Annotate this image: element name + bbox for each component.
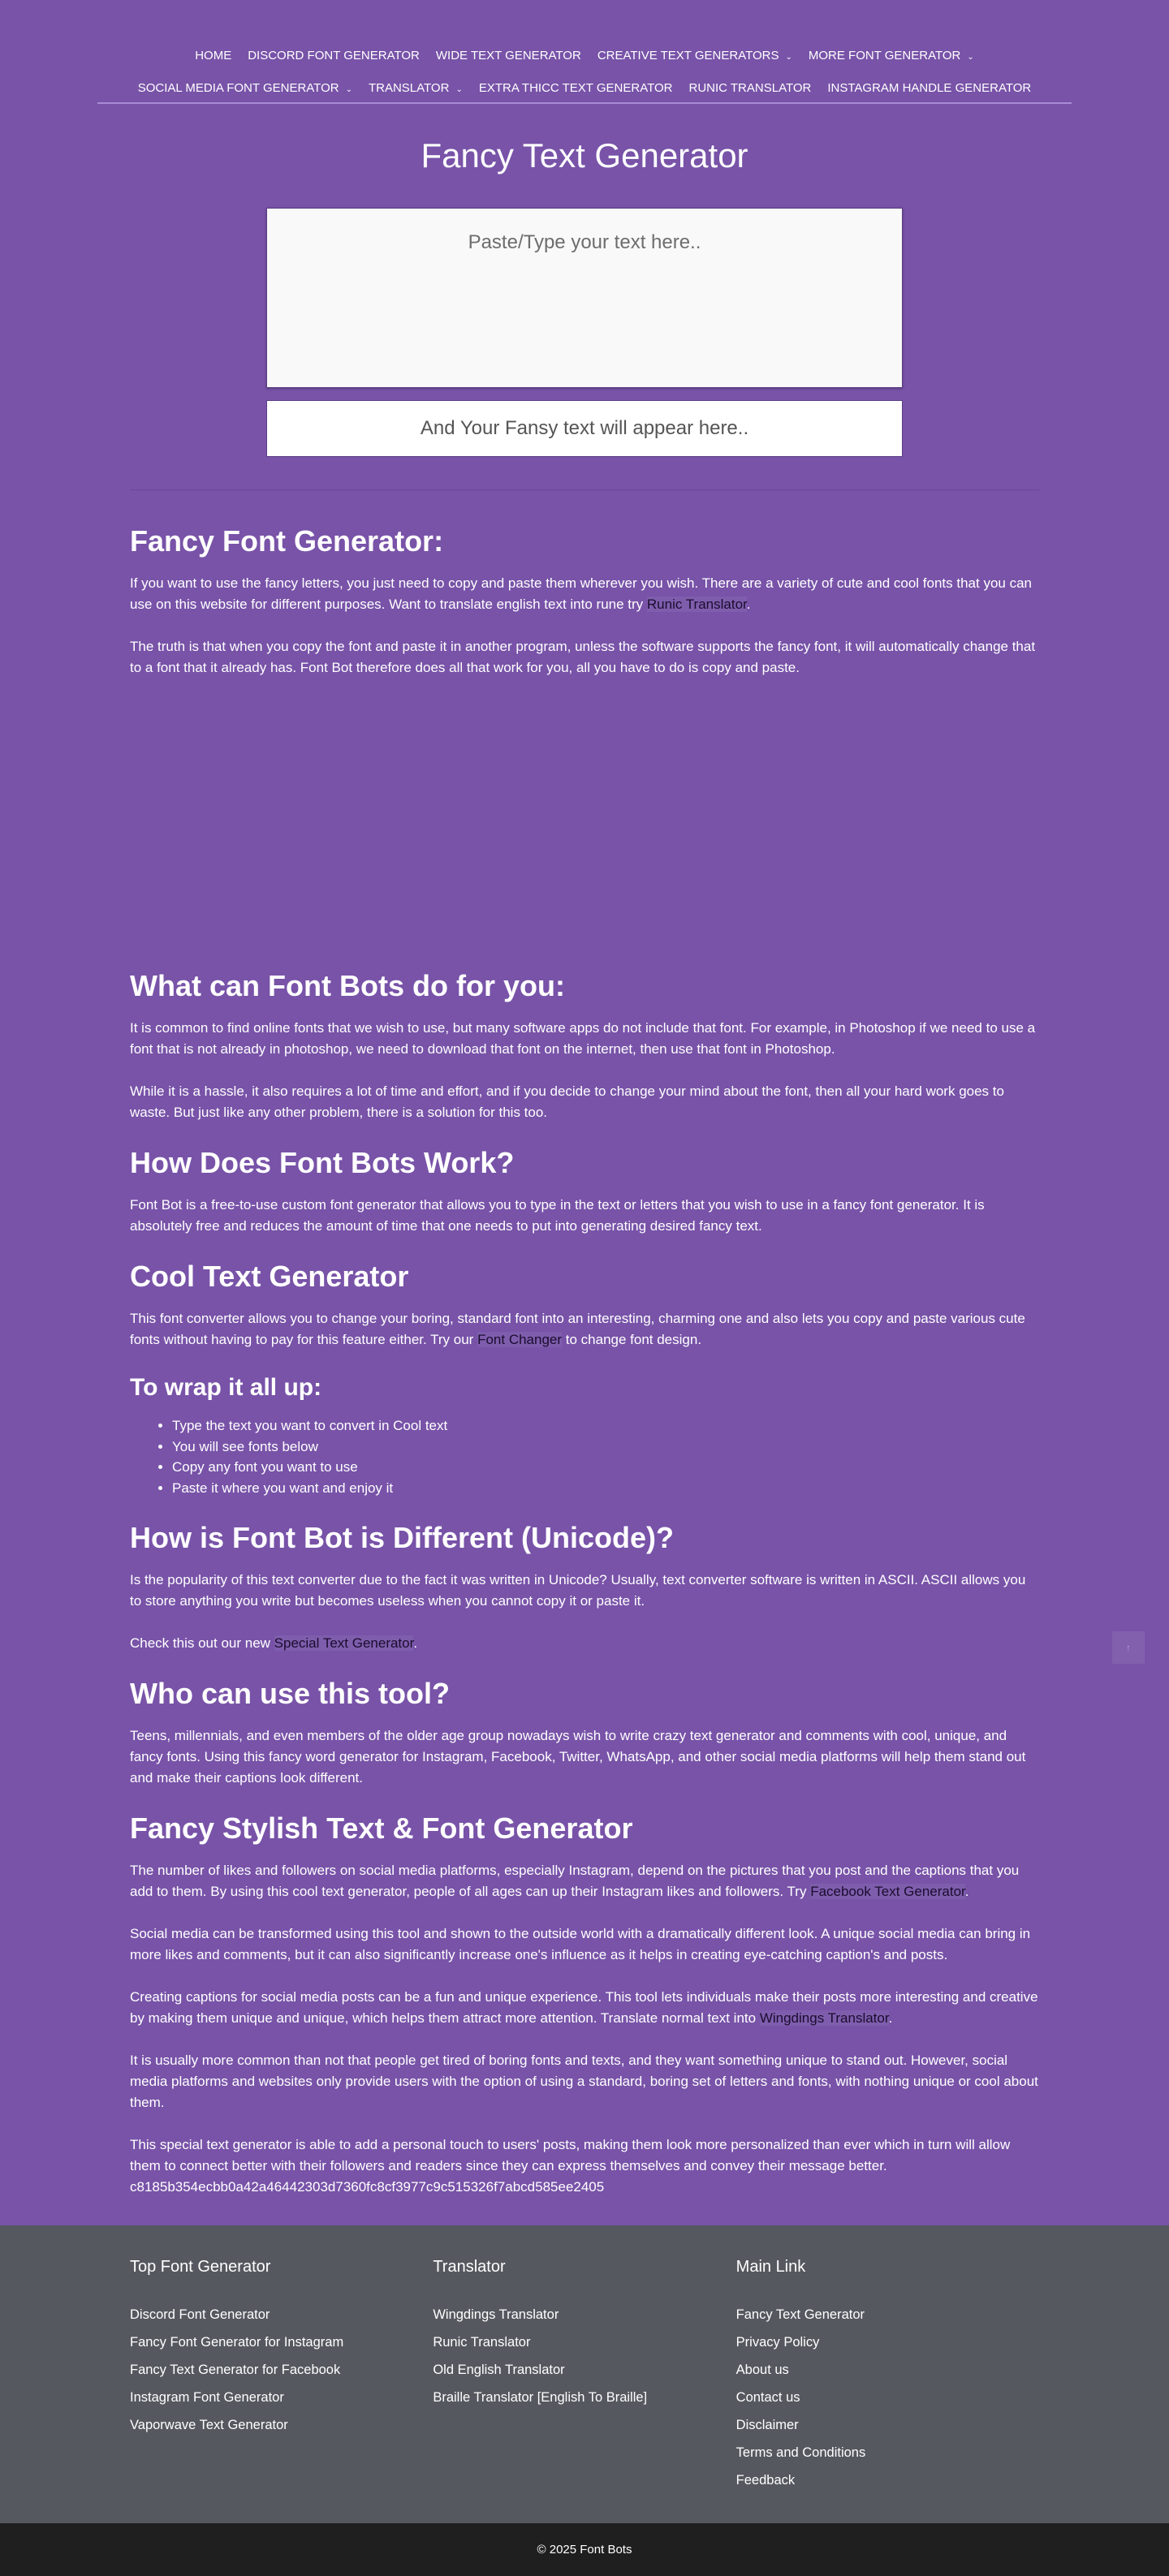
chevron-down-icon: ⌄ — [455, 84, 463, 94]
nav-social-media-font-generator[interactable] — [138, 81, 352, 95]
footer-link[interactable]: Disclaimer — [735, 2418, 799, 2432]
text: Creating captions for social media posts can be a fun and unique experience. This tool lets individuals make their posts more interesting and creative by making them unique and unique, which helps them attract more attention. Translate normal text into — [130, 1989, 1038, 2026]
section-heading: What can Font Bots do for you: — [130, 969, 565, 1002]
list-item: • Paste it where you want and enjoy it — [172, 1478, 1039, 1499]
main-nav — [0, 0, 1169, 104]
paragraph: Teens, millennials, and even members of the older age group nowadays wish to write crazy text generator and comments with cool, unique, and fancy fonts. Using this fancy word generator for Instagram, Facebook, Twitter, WhatsApp, and other social media platforms will help them stand out and make their captions look different. — [130, 1728, 1026, 1786]
nav-home[interactable]: HOME — [195, 48, 232, 62]
section-heading: Cool Text Generator — [130, 1260, 409, 1293]
section-heading: Fancy Font Generator: — [130, 524, 444, 558]
footer-link[interactable]: Instagram Font Generator — [130, 2390, 284, 2405]
scroll-to-top-button[interactable]: ↑ — [1112, 1631, 1145, 1664]
nav-label: CREATIVE TEXT GENERATORS — [597, 48, 779, 62]
paragraph: Check this out our new Special Text Generator. — [130, 1635, 418, 1651]
nav-creative-text-generators[interactable] — [597, 49, 792, 62]
footer-col-top-font-generator — [130, 2258, 433, 2491]
footer-link[interactable]: Contact us — [735, 2390, 800, 2405]
footer-col-translator — [433, 2258, 735, 2491]
nav-translator[interactable] — [369, 81, 463, 95]
nav-wide-text-generator[interactable]: WIDE TEXT GENERATOR — [435, 48, 581, 62]
paragraph — [130, 1308, 1039, 1350]
chevron-down-icon: ⌄ — [345, 84, 352, 94]
text: The number of likes and followers on social media platforms, especially Instagram, depend on the pictures that you post and the captions that you add to them. By using this cool text generator, people of all ages can up their Instagram likes and followers. Try — [130, 1863, 1020, 1899]
list-item: • Copy any font you want to use — [172, 1457, 1039, 1478]
wingdings-translator-link[interactable]: Wingdings Translator — [759, 2010, 889, 2026]
hash-text: c8185b354ecbb0a42a46442303d7360fc8cf3977c9c515326f7abcd585ee2405 — [130, 2179, 605, 2195]
footer-link[interactable]: Wingdings Translator — [433, 2307, 559, 2322]
footer-heading: Main Link — [735, 2258, 806, 2276]
runic-translator-link[interactable]: Runic Translator — [646, 597, 747, 612]
paragraph: The number of likes and followers on social media platforms, especially Instagram, depend on the pictures that you post and the captions that you add to them. By using this cool text generator, people of all ages can up their Instagram likes and followers. Try Facebook Text Generator. — [130, 1863, 1020, 1899]
paragraph: Social media can be transformed using this tool and shown to the outside world with a dramatically different look. A unique social media can bring in more likes and comments, but it can also significantly increase one's influence as it helps in creating eye-catching caption's and posts. — [130, 1926, 1031, 1962]
text-input[interactable]: Paste/Type your text here.. — [266, 208, 903, 388]
fancy-output[interactable]: And Your Fansy text will appear here.. — [266, 400, 903, 457]
page-title: Fancy Text Generator — [421, 136, 748, 174]
facebook-text-generator-link[interactable]: Facebook Text Generator — [810, 1884, 965, 1899]
paragraph: While it is a hassle, it also requires a lot of time and effort, and if you decide to change your mind about the font, then all your hard work goes to waste. But just like any other problem, there is a solution for this too. — [130, 1083, 1004, 1120]
text: This font converter allows you to change your boring, standard font into an interesting, charming one and also lets you copy and paste various cute fonts without having to pay for this feature either. Try our — [130, 1311, 1025, 1347]
paragraph: It is usually more common than not that people get tired of boring fonts and texts, and they want something unique to stand out. However, social media platforms and websites only provide users with the option of using a standard, boring set of letters and fonts, with nothing unique or cool about them. — [130, 2053, 1038, 2110]
copyright: © 2025 Font Bots — [0, 2523, 1169, 2576]
footer-heading: Top Font Generator — [130, 2258, 271, 2276]
footer-link[interactable]: Vaporwave Text Generator — [130, 2418, 288, 2432]
section-heading: To wrap it all up: — [130, 1374, 322, 1401]
nav-label: SOCIAL MEDIA FONT GENERATOR — [137, 80, 339, 95]
footer-link[interactable]: Privacy Policy — [735, 2335, 820, 2350]
text: This special text generator is able to add a personal touch to users' posts, making them look more personalized than ever which in turn will allow them to connect better with their followers and readers since they can express themselves and convey their message better. — [130, 2137, 1011, 2173]
list-item: • Type the text you want to convert in Cool text — [172, 1415, 1039, 1437]
nav-label: MORE FONT GENERATOR — [808, 48, 961, 62]
nav-more-font-generator[interactable] — [809, 49, 974, 62]
chevron-down-icon: ⌄ — [785, 52, 792, 62]
chevron-down-icon: ⌄ — [967, 52, 974, 62]
nav-row-1 — [0, 39, 1169, 71]
footer-link[interactable]: Fancy Text Generator — [735, 2307, 865, 2322]
nav-row-2 — [0, 71, 1169, 104]
special-text-generator-link[interactable]: Special Text Generator — [274, 1635, 414, 1651]
section-heading: How is Font Bot is Different (Unicode)? — [130, 1521, 674, 1554]
paragraph: The truth is that when you copy the font and paste it in another program, unless the software supports the fancy font, it will automatically change that to a font that it already has. Font Bot therefore does all that work for you, all you have to do is copy and paste. — [130, 639, 1036, 675]
nav-divider — [97, 102, 1072, 104]
steps-list — [172, 1415, 1039, 1498]
nav-extra-thicc-text-generator[interactable]: EXTRA THICC TEXT GENERATOR — [478, 80, 673, 95]
footer-link[interactable]: Runic Translator — [433, 2335, 531, 2350]
paragraph: Creating captions for social media posts can be a fun and unique experience. This tool lets individuals make their posts more interesting and creative by making them unique and unique, which helps them attract more attention. Translate normal text into Wingdings Translator. — [130, 1989, 1038, 2026]
paragraph — [130, 2134, 1039, 2198]
section-heading: Who can use this tool? — [130, 1677, 450, 1710]
footer — [0, 2225, 1169, 2523]
paragraph: It is common to find online fonts that we wish to use, but many software apps do not include that font. For example, in Photoshop if we need to use a font that is not already in photoshop, we need to download that font on the internet, then use that font in Photoshop. — [130, 1020, 1036, 1057]
nav-instagram-handle-generator[interactable]: INSTAGRAM HANDLE GENERATOR — [827, 80, 1032, 95]
footer-link[interactable]: About us — [735, 2363, 789, 2377]
nav-runic-translator[interactable]: RUNIC TRANSLATOR — [688, 80, 812, 95]
paragraph: Is the popularity of this text converter due to the fact it was written in Unicode? Usually, text converter software is written in ASCII. ASCII allows you to store anything you write but becomes useless when you cannot copy it or paste it. — [130, 1572, 1026, 1609]
text: If you want to use the fancy letters, you just need to copy and paste them wherever you wish. There are a variety of cute and cool fonts that you can use on this website for different purposes. Want to translate english text into rune try — [130, 575, 1032, 612]
text: to change font design. — [562, 1332, 702, 1347]
footer-link[interactable]: Braille Translator [English To Braille] — [433, 2390, 648, 2405]
footer-link[interactable]: Fancy Text Generator for Facebook — [130, 2363, 341, 2377]
list-item: • You will see fonts below — [172, 1437, 1039, 1458]
paragraph: Font Bot is a free-to-use custom font generator that allows you to type in the text or letters that you wish to use in a fancy font generator. It is absolutely free and reduces the amount of time that one needs to put into generating desired fancy text. — [130, 1197, 985, 1234]
paragraph: If you want to use the fancy letters, you just need to copy and paste them wherever you wish. There are a variety of cute and cool fonts that you can use on this website for different purposes. Want to translate english text into rune try Runic Translator. — [130, 575, 1032, 612]
font-changer-link[interactable]: Font Changer — [477, 1332, 563, 1347]
article — [130, 490, 1039, 2198]
footer-link[interactable]: Feedback — [735, 2473, 796, 2488]
footer-link[interactable]: Terms and Conditions — [735, 2445, 866, 2460]
footer-link[interactable]: Fancy Font Generator for Instagram — [130, 2335, 344, 2350]
nav-label: TRANSLATOR — [368, 80, 450, 95]
footer-link[interactable]: Discord Font Generator — [130, 2307, 270, 2322]
footer-heading: Translator — [433, 2258, 506, 2276]
text: Check this out our new — [130, 1635, 274, 1651]
nav-discord-font-generator[interactable]: DISCORD FONT GENERATOR — [248, 48, 420, 62]
section-heading: Fancy Stylish Text & Font Generator — [130, 1811, 633, 1845]
footer-col-main-link — [736, 2258, 1039, 2491]
section-heading: How Does Font Bots Work? — [130, 1146, 515, 1179]
footer-link[interactable]: Old English Translator — [433, 2363, 565, 2377]
ad-space — [130, 700, 1039, 967]
